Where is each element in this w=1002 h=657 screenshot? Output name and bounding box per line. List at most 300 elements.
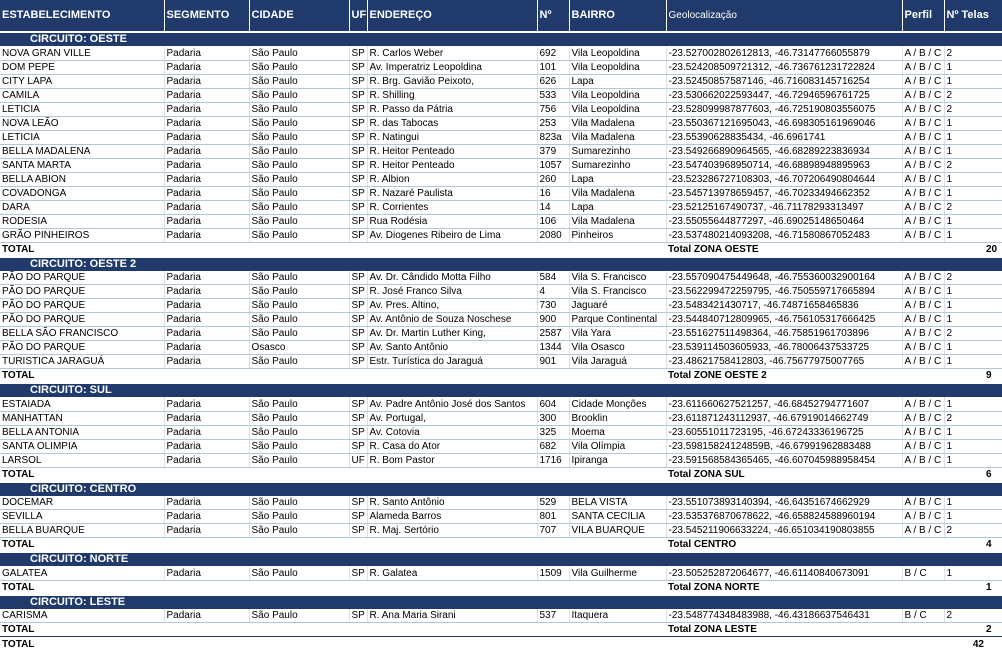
cell-endereco: Av. Pres. Altino, <box>367 299 537 313</box>
cell-endereco: R. Santo Antônio <box>367 496 537 510</box>
cell-cidade: São Paulo <box>249 271 349 285</box>
cell-endereco: Av. Padre Antônio José dos Santos <box>367 397 537 411</box>
cell-telas: 1 <box>944 439 1002 453</box>
cell-segmento: Padaria <box>164 186 249 200</box>
total-label: TOTAL <box>0 467 666 482</box>
cell-estabelecimento: CAMILA <box>0 88 164 102</box>
table-row[interactable] <box>0 74 1002 88</box>
cell-geo: -23.52450857587146, -46.716083145716254 <box>666 74 902 88</box>
cell-cidade: São Paulo <box>249 299 349 313</box>
cell-geo: -23.562299472259795, -46.750559717665894 <box>666 285 902 299</box>
table-row[interactable] <box>0 271 1002 285</box>
cell-perfil: A / B / C <box>902 46 944 60</box>
cell-bairro: SANTA CECILIA <box>569 510 666 524</box>
cell-geo: -23.551073893140394, -46.64351674662929 <box>666 496 902 510</box>
circuit-header <box>0 552 1002 566</box>
cell-numero: 533 <box>537 88 569 102</box>
cell-uf: SP <box>349 228 367 242</box>
cell-endereco: R. Natingui <box>367 130 537 144</box>
cell-estabelecimento: LARSOL <box>0 453 164 467</box>
cell-bairro: Vila Olímpia <box>569 439 666 453</box>
cell-estabelecimento: BELLA ANTONIA <box>0 425 164 439</box>
cell-segmento: Padaria <box>164 271 249 285</box>
cell-endereco: R. Carlos Weber <box>367 46 537 60</box>
circuit-header <box>0 383 1002 397</box>
cell-geo: -23.549266890964565, -46.68289223836934 <box>666 144 902 158</box>
cell-endereco: Av. Dr. Martin Luther King, <box>367 327 537 341</box>
cell-estabelecimento: LETICIA <box>0 102 164 116</box>
cell-numero: 730 <box>537 299 569 313</box>
cell-geo: -23.557090475449648, -46.755360032900164 <box>666 271 902 285</box>
total-label: TOTAL <box>0 623 666 637</box>
table-row[interactable] <box>0 60 1002 74</box>
cell-endereco: R. Corrientes <box>367 200 537 214</box>
cell-cidade: São Paulo <box>249 102 349 116</box>
cell-numero: 604 <box>537 397 569 411</box>
zone-total-value: 2 <box>944 623 1002 637</box>
table-row[interactable] <box>0 313 1002 327</box>
cell-estabelecimento: NOVA GRAN VILLE <box>0 46 164 60</box>
cell-perfil: A / B / C <box>902 453 944 467</box>
cell-endereco: R. Casa do Ator <box>367 439 537 453</box>
cell-perfil: B / C <box>902 609 944 623</box>
cell-telas: 1 <box>944 214 1002 228</box>
cell-estabelecimento: DARA <box>0 200 164 214</box>
cell-numero: 1057 <box>537 158 569 172</box>
circuit-title: CIRCUITO: LESTE <box>0 595 1002 609</box>
cell-numero: 692 <box>537 46 569 60</box>
cell-cidade: São Paulo <box>249 130 349 144</box>
cell-segmento: Padaria <box>164 60 249 74</box>
cell-estabelecimento: ESTAIADA <box>0 397 164 411</box>
cell-perfil: A / B / C <box>902 327 944 341</box>
cell-estabelecimento: SEVILLA <box>0 510 164 524</box>
cell-telas: 1 <box>944 453 1002 467</box>
zone-total-label: Total ZONA LESTE <box>666 623 944 637</box>
cell-telas: 1 <box>944 60 1002 74</box>
cell-geo: -23.524208509721312, -46.736761231722824 <box>666 60 902 74</box>
cell-perfil: A / B / C <box>902 74 944 88</box>
cell-telas: 2 <box>944 271 1002 285</box>
cell-endereco: R. Maj. Sertório <box>367 524 537 538</box>
circuit-title: CIRCUITO: CENTRO <box>0 482 1002 496</box>
cell-numero: 537 <box>537 609 569 623</box>
cell-estabelecimento: CARISMA <box>0 609 164 623</box>
table-row[interactable] <box>0 130 1002 144</box>
cell-telas: 1 <box>944 341 1002 355</box>
cell-numero: 626 <box>537 74 569 88</box>
cell-uf: SP <box>349 496 367 510</box>
cell-cidade: São Paulo <box>249 327 349 341</box>
cell-numero: 901 <box>537 355 569 369</box>
circuit-header <box>0 482 1002 496</box>
cell-bairro: Vila Madalena <box>569 116 666 130</box>
cell-bairro: Vila Guilherme <box>569 566 666 580</box>
table-row[interactable] <box>0 285 1002 299</box>
cell-estabelecimento: GALATEA <box>0 566 164 580</box>
header-cidade[interactable]: CIDADE <box>249 0 349 32</box>
cell-telas: 1 <box>944 425 1002 439</box>
table-row[interactable] <box>0 397 1002 411</box>
cell-cidade: São Paulo <box>249 172 349 186</box>
cell-bairro: Brooklin <box>569 411 666 425</box>
cell-geo: -23.52125167490737, -46.71178293313497 <box>666 200 902 214</box>
cell-segmento: Padaria <box>164 609 249 623</box>
cell-endereco: Alameda Barros <box>367 510 537 524</box>
cell-numero: 1716 <box>537 453 569 467</box>
circuit-title: CIRCUITO: OESTE 2 <box>0 257 1002 271</box>
circuit-total-row <box>0 467 1002 482</box>
table-row[interactable] <box>0 116 1002 130</box>
table-row[interactable] <box>0 228 1002 242</box>
cell-segmento: Padaria <box>164 411 249 425</box>
cell-numero: 1509 <box>537 566 569 580</box>
cell-perfil: A / B / C <box>902 186 944 200</box>
cell-endereco: Av. Diogenes Ribeiro de Lima <box>367 228 537 242</box>
cell-estabelecimento: SANTA OLIMPIA <box>0 439 164 453</box>
cell-numero: 1344 <box>537 341 569 355</box>
cell-geo: -23.548774348483988, -46.43186637546431 <box>666 609 902 623</box>
cell-telas: 1 <box>944 186 1002 200</box>
cell-segmento: Padaria <box>164 144 249 158</box>
cell-endereco: R. Nazaré Paulista <box>367 186 537 200</box>
cell-geo: -23.551627511498364, -46.75851961703896 <box>666 327 902 341</box>
cell-geo: -23.591568584365465, -46.607045988958454 <box>666 453 902 467</box>
cell-uf: SP <box>349 341 367 355</box>
header-endereco[interactable]: ENDEREÇO <box>367 0 537 32</box>
cell-segmento: Padaria <box>164 341 249 355</box>
cell-geo: -23.544840712809965, -46.756105317666425 <box>666 313 902 327</box>
cell-numero: 529 <box>537 496 569 510</box>
cell-telas: 2 <box>944 411 1002 425</box>
cell-bairro: Vila Jaraguá <box>569 355 666 369</box>
cell-geo: -23.535376870678622, -46.658824588960194 <box>666 510 902 524</box>
cell-perfil: A / B / C <box>902 60 944 74</box>
cell-segmento: Padaria <box>164 158 249 172</box>
cell-bairro: Sumarezinho <box>569 144 666 158</box>
cell-endereco: Av. Imperatriz Leopoldina <box>367 60 537 74</box>
cell-perfil: A / B / C <box>902 172 944 186</box>
cell-estabelecimento: COVADONGA <box>0 186 164 200</box>
cell-segmento: Padaria <box>164 510 249 524</box>
cell-geo: -23.550367121695043, -46.698305161969046 <box>666 116 902 130</box>
table-row[interactable] <box>0 341 1002 355</box>
cell-endereco: Av. Antônio de Souza Noschese <box>367 313 537 327</box>
cell-uf: SP <box>349 313 367 327</box>
cell-perfil: A / B / C <box>902 158 944 172</box>
cell-numero: 106 <box>537 214 569 228</box>
cell-perfil: A / B / C <box>902 144 944 158</box>
cell-bairro: Lapa <box>569 74 666 88</box>
cell-numero: 253 <box>537 116 569 130</box>
cell-perfil: A / B / C <box>902 271 944 285</box>
cell-numero: 101 <box>537 60 569 74</box>
cell-bairro: Vila Osasco <box>569 341 666 355</box>
cell-cidade: São Paulo <box>249 439 349 453</box>
header-telas[interactable]: Nº Telas <box>944 0 1002 32</box>
cell-estabelecimento: DOCEMAR <box>0 496 164 510</box>
cell-uf: SP <box>349 285 367 299</box>
cell-uf: SP <box>349 524 367 538</box>
cell-geo: -23.48621758412803, -46.75677975007765 <box>666 355 902 369</box>
cell-geo: -23.527002802612813, -46.73147766055879 <box>666 46 902 60</box>
cell-endereco: Av. Dr. Cândido Motta Filho <box>367 271 537 285</box>
cell-telas: 2 <box>944 46 1002 60</box>
cell-estabelecimento: BELLA MADALENA <box>0 144 164 158</box>
header-numero[interactable]: Nº <box>537 0 569 32</box>
cell-cidade: São Paulo <box>249 453 349 467</box>
cell-perfil: A / B / C <box>902 214 944 228</box>
cell-perfil: A / B / C <box>902 228 944 242</box>
cell-uf: SP <box>349 425 367 439</box>
cell-segmento: Padaria <box>164 299 249 313</box>
cell-uf: SP <box>349 271 367 285</box>
header-perfil[interactable]: Perfil <box>902 0 944 32</box>
table-row[interactable] <box>0 144 1002 158</box>
table-row[interactable] <box>0 186 1002 200</box>
table-row[interactable] <box>0 524 1002 538</box>
cell-bairro: Vila Madalena <box>569 214 666 228</box>
cell-geo: -23.547403968950714, -46.68898948895963 <box>666 158 902 172</box>
cell-cidade: São Paulo <box>249 46 349 60</box>
cell-cidade: São Paulo <box>249 411 349 425</box>
cell-cidade: São Paulo <box>249 116 349 130</box>
cell-telas: 1 <box>944 313 1002 327</box>
cell-endereco: Estr. Turística do Jaraguá <box>367 355 537 369</box>
cell-perfil: A / B / C <box>902 496 944 510</box>
table-row[interactable] <box>0 172 1002 186</box>
cell-numero: 379 <box>537 144 569 158</box>
cell-segmento: Padaria <box>164 88 249 102</box>
cell-telas: 2 <box>944 327 1002 341</box>
cell-segmento: Padaria <box>164 46 249 60</box>
grand-total-row <box>0 637 1002 651</box>
cell-bairro: Lapa <box>569 172 666 186</box>
table-row[interactable] <box>0 411 1002 425</box>
table-row[interactable] <box>0 496 1002 510</box>
cell-telas: 1 <box>944 496 1002 510</box>
cell-numero: 2587 <box>537 327 569 341</box>
cell-numero: 325 <box>537 425 569 439</box>
cell-uf: UF <box>349 453 367 467</box>
cell-estabelecimento: PÃO DO PARQUE <box>0 299 164 313</box>
cell-geo: -23.55390628835434, -46.6961741 <box>666 130 902 144</box>
cell-endereco: R. Albion <box>367 172 537 186</box>
cell-cidade: São Paulo <box>249 355 349 369</box>
cell-telas: 1 <box>944 355 1002 369</box>
table-row[interactable] <box>0 88 1002 102</box>
cell-estabelecimento: SANTA MARTA <box>0 158 164 172</box>
cell-estabelecimento: NOVA LEÃO <box>0 116 164 130</box>
cell-perfil: A / B / C <box>902 130 944 144</box>
cell-cidade: São Paulo <box>249 228 349 242</box>
table-row[interactable] <box>0 439 1002 453</box>
cell-bairro: Moema <box>569 425 666 439</box>
total-label: TOTAL <box>0 538 666 553</box>
circuit-title: CIRCUITO: SUL <box>0 383 1002 397</box>
circuit-title: CIRCUITO: NORTE <box>0 552 1002 566</box>
table-row[interactable] <box>0 200 1002 214</box>
circuit-header <box>0 257 1002 271</box>
cell-endereco: Av. Cotovia <box>367 425 537 439</box>
cell-cidade: São Paulo <box>249 566 349 580</box>
cell-perfil: A / B / C <box>902 102 944 116</box>
cell-segmento: Padaria <box>164 566 249 580</box>
cell-uf: SP <box>349 116 367 130</box>
cell-geo: -23.611871243112937, -46.67919014662749 <box>666 411 902 425</box>
cell-segmento: Padaria <box>164 74 249 88</box>
cell-endereco: R. José Franco Silva <box>367 285 537 299</box>
cell-telas: 1 <box>944 74 1002 88</box>
cell-bairro: Vila Leopoldina <box>569 60 666 74</box>
cell-perfil: A / B / C <box>902 200 944 214</box>
cell-cidade: São Paulo <box>249 158 349 172</box>
cell-cidade: São Paulo <box>249 313 349 327</box>
header-geo[interactable]: Geolocalização <box>666 0 902 32</box>
cell-numero: 823a <box>537 130 569 144</box>
cell-uf: SP <box>349 327 367 341</box>
cell-segmento: Padaria <box>164 285 249 299</box>
cell-uf: SP <box>349 74 367 88</box>
table-row[interactable] <box>0 425 1002 439</box>
circuit-total-row <box>0 623 1002 637</box>
cell-bairro: VILA BUARQUE <box>569 524 666 538</box>
header-uf[interactable]: UF <box>349 0 367 32</box>
cell-bairro: Vila S. Francisco <box>569 285 666 299</box>
cell-segmento: Padaria <box>164 214 249 228</box>
cell-geo: -23.545713978659457, -46.70233494662352 <box>666 186 902 200</box>
cell-bairro: Pinheiros <box>569 228 666 242</box>
zone-total-value: 9 <box>944 369 1002 384</box>
cell-telas: 2 <box>944 200 1002 214</box>
cell-uf: SP <box>349 397 367 411</box>
cell-uf: SP <box>349 439 367 453</box>
cell-uf: SP <box>349 214 367 228</box>
cell-uf: SP <box>349 299 367 313</box>
zone-total-label: Total CENTRO <box>666 538 944 553</box>
cell-telas: 1 <box>944 299 1002 313</box>
cell-uf: SP <box>349 186 367 200</box>
cell-bairro: Vila Leopoldina <box>569 102 666 116</box>
cell-uf: SP <box>349 609 367 623</box>
cell-bairro: Itaquera <box>569 609 666 623</box>
cell-cidade: São Paulo <box>249 60 349 74</box>
cell-segmento: Padaria <box>164 228 249 242</box>
zone-total-value: 6 <box>944 467 1002 482</box>
cell-perfil: A / B / C <box>902 510 944 524</box>
cell-telas: 2 <box>944 609 1002 623</box>
cell-estabelecimento: MANHATTAN <box>0 411 164 425</box>
cell-bairro: Vila S. Francisco <box>569 271 666 285</box>
cell-geo: -23.55055644877297, -46.69025148650464 <box>666 214 902 228</box>
cell-geo: -23.5483421430717, -46.74871658465836 <box>666 299 902 313</box>
cell-perfil: A / B / C <box>902 341 944 355</box>
circuit-header <box>0 32 1002 46</box>
cell-endereco: R. Passo da Pátria <box>367 102 537 116</box>
cell-segmento: Padaria <box>164 102 249 116</box>
cell-endereco: R. Heitor Penteado <box>367 144 537 158</box>
cell-numero: 2080 <box>537 228 569 242</box>
cell-numero: 900 <box>537 313 569 327</box>
cell-estabelecimento: TURISTICA JARAGUÁ <box>0 355 164 369</box>
cell-cidade: Osasco <box>249 341 349 355</box>
cell-cidade: São Paulo <box>249 496 349 510</box>
cell-numero: 300 <box>537 411 569 425</box>
header-estabelecimento[interactable]: ESTABELECIMENTO <box>0 0 164 32</box>
table-row[interactable] <box>0 453 1002 467</box>
cell-cidade: São Paulo <box>249 524 349 538</box>
cell-bairro: Vila Leopoldina <box>569 88 666 102</box>
cell-endereco: Av. Santo Antônio <box>367 341 537 355</box>
cell-numero: 260 <box>537 172 569 186</box>
header-segmento[interactable]: SEGMENTO <box>164 0 249 32</box>
cell-perfil: A / B / C <box>902 439 944 453</box>
table-row[interactable] <box>0 214 1002 228</box>
cell-estabelecimento: BELLA BUARQUE <box>0 524 164 538</box>
table-row[interactable] <box>0 609 1002 623</box>
cell-estabelecimento: RODESIA <box>0 214 164 228</box>
cell-cidade: São Paulo <box>249 200 349 214</box>
cell-uf: SP <box>349 411 367 425</box>
cell-geo: -23.505252872064677, -46.61140840673091 <box>666 566 902 580</box>
cell-segmento: Padaria <box>164 524 249 538</box>
table-row[interactable] <box>0 299 1002 313</box>
cell-uf: SP <box>349 46 367 60</box>
cell-telas: 1 <box>944 144 1002 158</box>
cell-numero: 801 <box>537 510 569 524</box>
cell-cidade: São Paulo <box>249 609 349 623</box>
cell-uf: SP <box>349 60 367 74</box>
cell-geo: -23.523286727108303, -46.707206490804644 <box>666 172 902 186</box>
cell-segmento: Padaria <box>164 313 249 327</box>
cell-cidade: São Paulo <box>249 214 349 228</box>
cell-endereco: R. Brg. Gavião Peixoto, <box>367 74 537 88</box>
table-row[interactable] <box>0 355 1002 369</box>
cell-uf: SP <box>349 355 367 369</box>
cell-endereco: R. Ana Maria Sirani <box>367 609 537 623</box>
table-row[interactable] <box>0 566 1002 580</box>
cell-geo: -23.545211906633224, -46.651034190803855 <box>666 524 902 538</box>
cell-telas: 2 <box>944 524 1002 538</box>
table-row[interactable] <box>0 46 1002 60</box>
table-row[interactable] <box>0 158 1002 172</box>
table-row[interactable] <box>0 510 1002 524</box>
grand-total-label: TOTAL <box>2 638 35 650</box>
zone-total-value: 1 <box>944 580 1002 595</box>
cell-bairro: Ipiranga <box>569 453 666 467</box>
cell-estabelecimento: PÃO DO PARQUE <box>0 271 164 285</box>
circuit-title: CIRCUITO: OESTE <box>0 32 1002 46</box>
cell-geo: -23.537480214093208, -46.71580867052483 <box>666 228 902 242</box>
cell-uf: SP <box>349 172 367 186</box>
cell-bairro: Vila Madalena <box>569 130 666 144</box>
cell-estabelecimento: DOM PEPE <box>0 60 164 74</box>
cell-geo: -23.530662022593447, -46.72946596761725 <box>666 88 902 102</box>
cell-bairro: Parque Continental <box>569 313 666 327</box>
cell-segmento: Padaria <box>164 397 249 411</box>
cell-cidade: São Paulo <box>249 144 349 158</box>
cell-geo: -23.539114503605933, -46.78006437533725 <box>666 341 902 355</box>
header-bairro[interactable]: BAIRRO <box>569 0 666 32</box>
cell-perfil: A / B / C <box>902 411 944 425</box>
grand-total-value: 42 <box>972 638 984 650</box>
cell-endereco: R. Galatea <box>367 566 537 580</box>
cell-bairro: Sumarezinho <box>569 158 666 172</box>
table-row[interactable] <box>0 327 1002 341</box>
table-row[interactable] <box>0 102 1002 116</box>
zone-total-label: Total ZONE OESTE 2 <box>666 369 944 384</box>
circuit-total-row <box>0 242 1002 257</box>
